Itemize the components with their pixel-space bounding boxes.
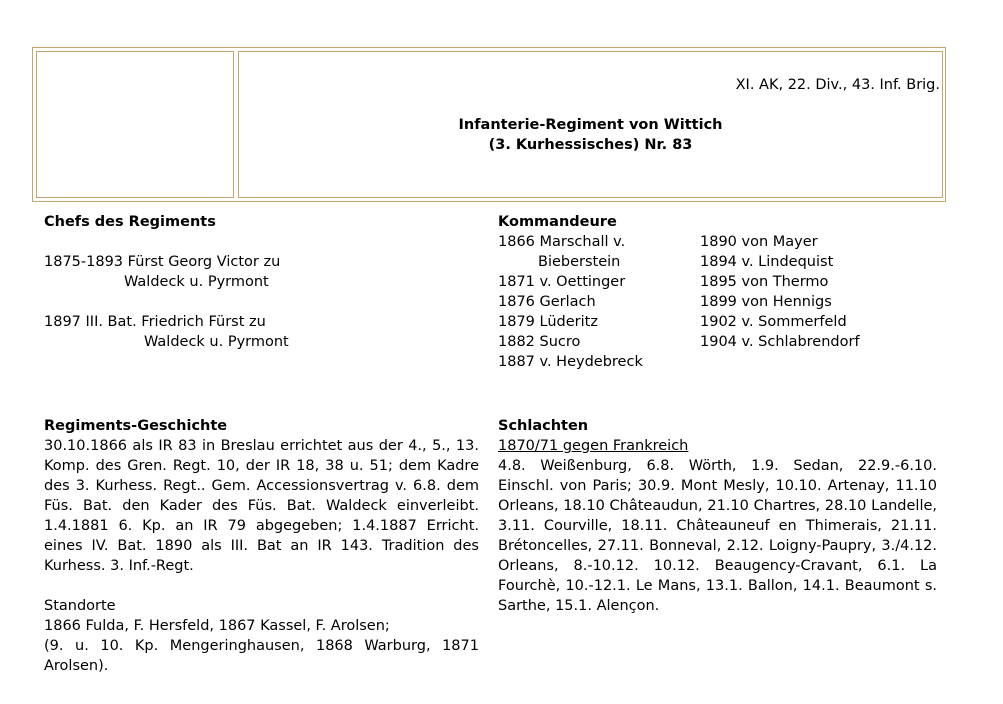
schlachten-heading: Schlachten xyxy=(498,418,589,434)
schlachten-text: 4.8. Weißenburg, 6.8. Wörth, 1.9. Sedan, 22.9.-6.10. Einschl. von Paris; 30.9. Mont Mesly, 10.10. Artenay, 11.10 Orleans, 18.10 Châteaudun, 21.10 Chartres, 28.10 Landelle, 3.11. Courville, 18.11. Châteauneuf en Thimerais, 21.11. Brétoncelles, 27.11. Bonneval, 2.12. Loigny-Paupry, 3./4.12. Orleans, 8.-10.12. 10.12. Beaugency-Cravant, 6.1. La Fourchè, 10.-12.1. Le Mans, 13.1. Ballon, 14.1. Beaumont s. Sarthe, 15.1. Alençon. xyxy=(498,458,937,614)
kommandeur-item: 1866 Marschall v. xyxy=(498,234,626,250)
chef-entry-2: 1897 III. Bat. Friedrich Fürst zu xyxy=(44,314,266,330)
title-line-1: Infanterie-Regiment von Wittich xyxy=(458,117,723,133)
title-line-2: (3. Kurhessisches) Nr. 83 xyxy=(488,137,693,153)
chef-entry-1: 1875-1893 Fürst Georg Victor zu xyxy=(44,254,281,270)
kommandeur-item: 1890 von Mayer xyxy=(700,234,818,250)
chef-entry-1-cont: Waldeck u. Pyrmont xyxy=(124,274,269,290)
standorte-heading: Standorte xyxy=(44,598,116,614)
schlachten-war: 1870/71 gegen Frankreich xyxy=(498,438,689,454)
kommandeur-item: 1904 v. Schlabrendorf xyxy=(700,334,860,350)
kommandeur-item: 1882 Sucro xyxy=(498,334,581,350)
kommandeur-item: 1871 v. Oettinger xyxy=(498,274,626,290)
kommandeure-heading: Kommandeure xyxy=(498,214,617,230)
kommandeur-item: 1894 v. Lindequist xyxy=(700,254,834,270)
kommandeure-left-list xyxy=(498,232,698,372)
kommandeur-item: 1879 Lüderitz xyxy=(498,314,598,330)
standorte-text: (9. u. 10. Kp. Mengeringhausen, 1868 Warburg, 1871 Arolsen). xyxy=(44,638,479,674)
geschichte-heading: Regiments-Geschichte xyxy=(44,418,228,434)
header-empty-cell xyxy=(36,51,234,198)
geschichte-text: 30.10.1866 als IR 83 in Breslau errichtet aus der 4., 5., 13. Komp. des Gren. Regt. 10, der IR 18, 38 u. 51; dem Kadre des 3. Kurhess. Regt.. Gem. Accessionsvertrag v. 6.8. dem Füs. Bat. den Kader des Füs. Bat. Waldeck einverleibt. 1.4.1881 6. Kp. an IR 79 abgegeben; 1.4.1887 Erricht. eines IV. Bat. 1890 als III. Bat an IR 143. Tradition des Kurhess. 3. Inf.-Regt. xyxy=(44,438,479,574)
header-title-cell xyxy=(238,51,943,198)
kommandeure-section xyxy=(498,212,948,232)
corps-assignment: XI. AK, 22. Div., 43. Inf. Brig. xyxy=(735,77,940,93)
chefs-heading: Chefs des Regiments xyxy=(44,214,216,230)
geschichte-section xyxy=(44,416,479,676)
kommandeur-item: Bieberstein xyxy=(538,254,621,270)
page-title xyxy=(239,115,942,155)
kommandeur-item: 1887 v. Heydebreck xyxy=(498,354,643,370)
kommandeur-item: 1876 Gerlach xyxy=(498,294,596,310)
schlachten-section xyxy=(498,416,937,616)
kommandeur-item: 1902 v. Sommerfeld xyxy=(700,314,847,330)
kommandeur-item: 1895 von Thermo xyxy=(700,274,829,290)
kommandeur-item: 1899 von Hennigs xyxy=(700,294,832,310)
standorte-line-1: 1866 Fulda, F. Hersfeld, 1867 Kassel, F. Arolsen; xyxy=(44,618,390,634)
chefs-section xyxy=(44,212,484,352)
kommandeure-right-list xyxy=(700,232,940,352)
chef-entry-2-cont: Waldeck u. Pyrmont xyxy=(144,334,289,350)
